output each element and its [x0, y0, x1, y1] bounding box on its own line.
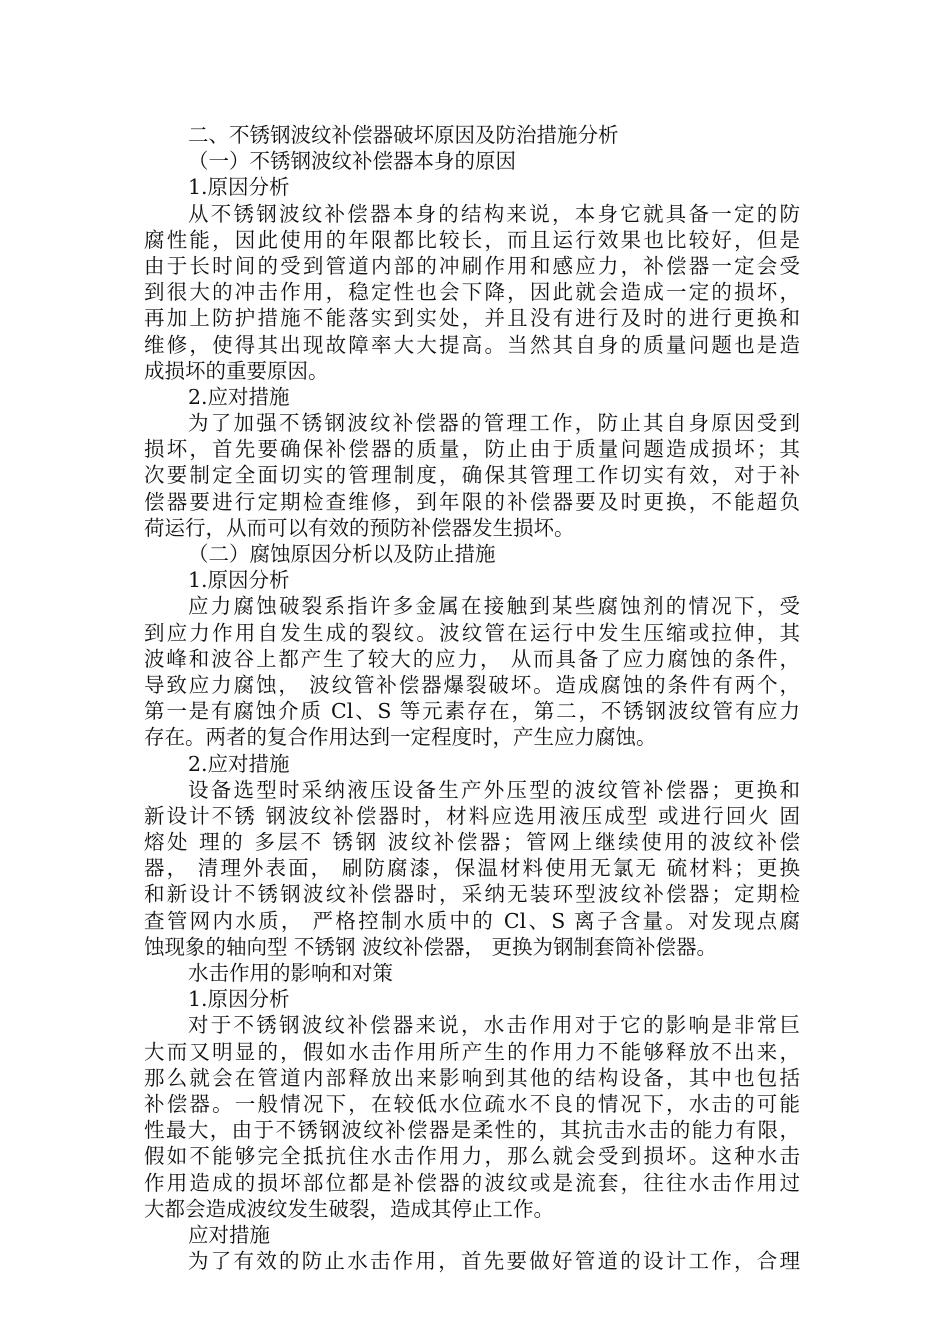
text-line: 和新设计不锈钢波纹补偿器时，采纳无装环型波纹补偿器；定期检: [144, 882, 800, 907]
text-line: 查管网内水质， 严格控制水质中的 Cl、S 离子含量。对发现点腐: [144, 908, 800, 933]
text-line: 偿器要进行定期检查维修，到年限的补偿器要及时更换，不能超负: [144, 489, 800, 514]
text-line: 作用造成的损坏部位都是补偿器的波纹或是流套，往往水击作用过: [144, 1170, 800, 1195]
text-line: 1.原因分析: [188, 987, 290, 1012]
text-line: （一）不锈钢波纹补偿器本身的原因: [188, 149, 516, 174]
text-line: 存在。两者的复合作用达到一定程度时，产生应力腐蚀。: [144, 725, 657, 750]
text-line: 应对措施: [188, 1222, 270, 1247]
text-line: 导致应力腐蚀， 波纹管补偿器爆裂破坏。造成腐蚀的条件有两个，: [144, 672, 800, 697]
text-line: 为了加强不锈钢波纹补偿器的管理工作，防止其自身原因受到: [188, 411, 800, 436]
text-line: 成损坏的重要原因。: [144, 358, 329, 383]
text-line: 2.应对措施: [188, 751, 290, 776]
text-line: 二、不锈钢波纹补偿器破坏原因及防治措施分析: [188, 123, 619, 147]
text-line: 那么就会在管道内部释放出来影响到其他的结构设备，其中也包括: [144, 1065, 800, 1090]
text-line: 次要制定全面切实的管理制度，确保其管理工作切实有效，对于补: [144, 463, 800, 488]
text-line: 再加上防护措施不能落实到实处，并且没有进行及时的进行更换和: [144, 306, 800, 331]
text-line: 到应力作用自发生成的裂纹。波纹管在运行中发生压缩或拉伸，其: [144, 620, 800, 645]
document-body: [144, 122, 800, 1274]
text-line: （二）腐蚀原因分析以及防止措施: [188, 542, 496, 566]
text-line: 从不锈钢波纹补偿器本身的结构来说，本身它就具备一定的防: [188, 201, 800, 226]
text-line: 器， 清理外表面， 刷防腐漆，保温材料使用无氯无 硫材料；更换: [144, 856, 800, 881]
text-line: 假如不能够完全抵抗住水击作用力，那么就会受到损坏。这种水击: [144, 1144, 800, 1169]
text-line: 性最大，由于不锈钢波纹补偿器是柔性的，其抗击水击的能力有限，: [144, 1118, 800, 1143]
text-line: 为了有效的防止水击作用，首先要做好管道的设计工作，合理: [188, 1249, 800, 1274]
text-line: 由于长时间的受到管道内部的冲刷作用和感应力，补偿器一定会受: [144, 253, 800, 278]
text-line: 水击作用的影响和对策: [188, 961, 393, 985]
text-line: 1.原因分析: [188, 568, 290, 593]
text-line: 损坏，首先要确保补偿器的质量，防止由于质量问题造成损坏；其: [144, 437, 800, 462]
text-line: 波峰和波谷上都产生了较大的应力， 从而具备了应力腐蚀的条件，: [144, 646, 800, 671]
text-line: 补偿器。一般情况下，在较低水位疏水不良的情况下，水击的可能: [144, 1091, 800, 1116]
text-line: 新设计不锈 钢波纹补偿器时，材料应选用液压成型 或进行回火 固: [144, 803, 800, 828]
text-line: 到很大的冲击作用，稳定性也会下降，因此就会造成一定的损坏，: [144, 280, 800, 305]
text-line: 大都会造成波纹发生破裂，造成其停止工作。: [144, 1196, 554, 1221]
text-line: 第一是有腐蚀介质 Cl、S 等元素存在，第二，不锈钢波纹管有应力: [144, 699, 800, 724]
text-line: 1.原因分析: [188, 175, 290, 200]
text-line: 腐性能，因此使用的年限都比较长，而且运行效果也比较好，但是: [144, 227, 800, 252]
text-line: 蚀现象的轴向型 不锈钢 波纹补偿器， 更换为钢制套筒补偿器。: [144, 934, 718, 959]
text-line: 对于不锈钢波纹补偿器来说，水击作用对于它的影响是非常巨: [188, 1013, 800, 1038]
text-line: 维修，使得其出现故障率大大提高。当然其自身的质量问题也是造: [144, 332, 800, 357]
text-line: 大而又明显的，假如水击作用所产生的作用力不能够释放不出来，: [144, 1039, 800, 1064]
text-line: 2.应对措施: [188, 384, 290, 409]
text-line: 应力腐蚀破裂系指许多金属在接触到某些腐蚀剂的情况下，受: [188, 594, 800, 619]
text-line: 熔处 理的 多层不 锈钢 波纹补偿器；管网上继续使用的波纹补偿: [144, 830, 800, 855]
text-line: 荷运行，从而可以有效的预防补偿器发生损坏。: [144, 515, 575, 540]
text-line: 设备选型时采纳液压设备生产外压型的波纹管补偿器；更换和: [188, 777, 800, 802]
